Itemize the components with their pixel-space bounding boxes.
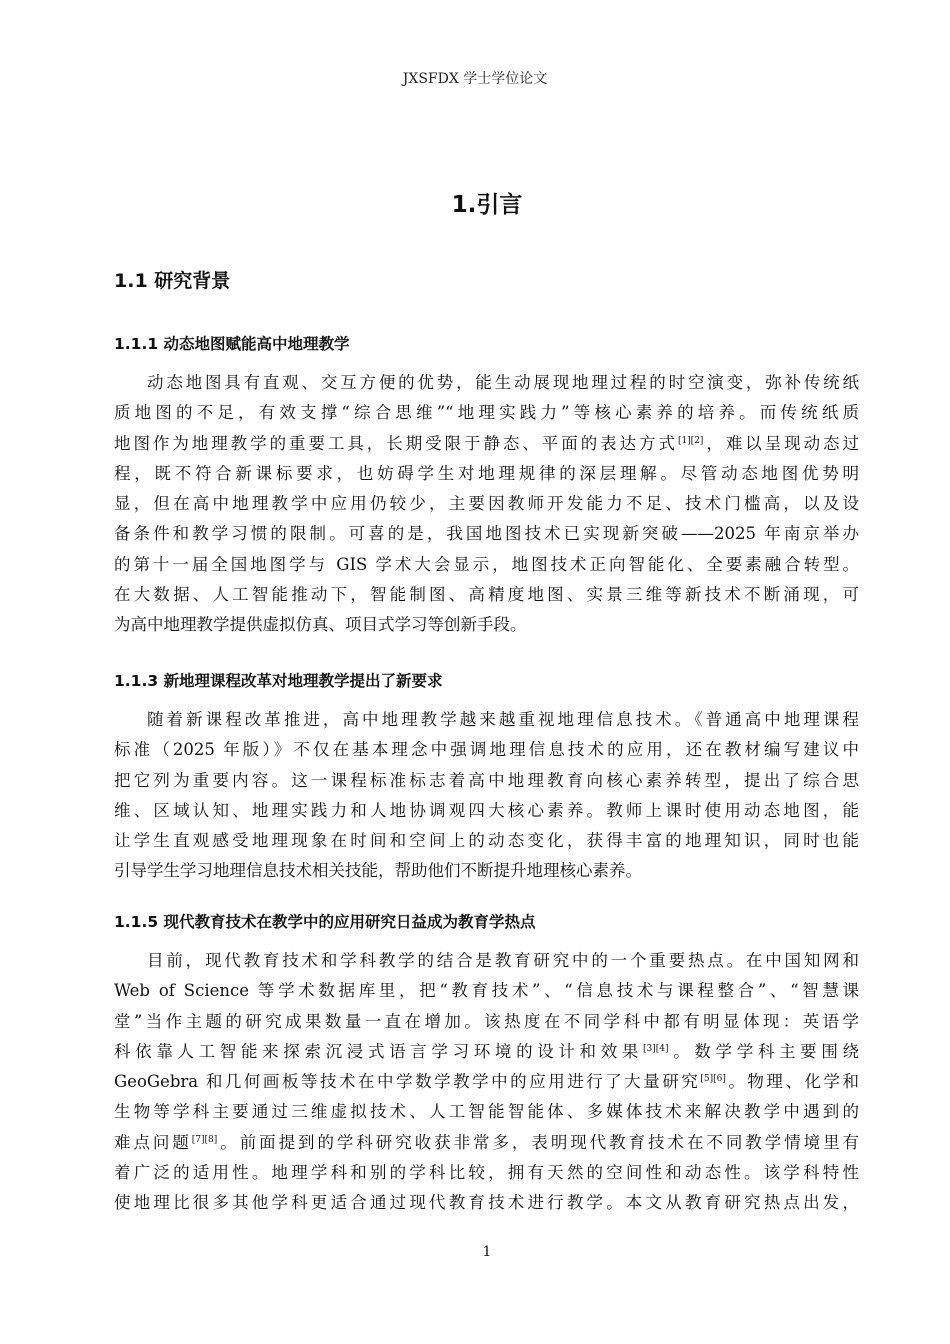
text-run: 科依靠人工智能来探索沉浸式语言学习环境的设计和效果 <box>114 1041 644 1061</box>
text-line <box>114 429 859 459</box>
text-line: 生物等学科主要通过三维虚拟技术、人工智能智能体、多媒体技术来解决教学中遇到的 <box>114 1102 859 1122</box>
citation: [5][6] <box>700 1074 726 1085</box>
text-line: 维、区域认知、地理实践力和人地协调观四大核心素养。教师上课时使用动态地图，能 <box>114 800 859 820</box>
text-line: 质地图的不足，有效支撑“综合思维”“地理实践力”等核心素养的培养。而传统纸质 <box>114 403 859 423</box>
text-line: 备条件和教学习惯的限制。可喜的是，我国地图技术已实现新突破——2025 年南京举办 <box>114 524 859 544</box>
text-line: 动态地图具有直观、交互方便的优势，能生动展现地理过程的时空演变，弥补传统纸 <box>147 373 859 392</box>
subsection-heading-1-1-1: 1.1.1 动态地图赋能高中地理教学 <box>114 335 350 353</box>
text-line: 显，但在高中地理教学中应用仍较少，主要因教师开发能力不足、技术门槛高，以及设 <box>114 494 859 514</box>
chapter-title: 1.引言 <box>451 192 523 218</box>
paragraph-1-1-3 <box>114 705 859 887</box>
paragraph-1-1-1 <box>114 368 859 641</box>
text-line: 为高中地理教学提供虚拟仿真、项目式学习等创新手段。 <box>114 615 527 635</box>
text-run: ，难以呈现动态过 <box>703 433 860 453</box>
subsection-heading-1-1-5: 1.1.5 现代教育技术在教学中的应用研究日益成为教育学热点 <box>114 913 536 931</box>
citation: [1][2] <box>677 435 704 446</box>
text-line: 让学生直观感受地理现象在时间和空间上的动态变化，获得丰富的地理知识，同时也能 <box>114 831 859 851</box>
subsection-heading-1-1-3: 1.1.3 新地理课程改革对地理教学提出了新要求 <box>114 672 443 690</box>
text-line: 标准（2025 年版）》不仅在基本理念中强调地理信息技术的应用，还在教材编写建议中 <box>114 740 859 760</box>
text-line: Web of Science 等学术数据库里，把“教育技术”、“信息技术与课程整合”、“智慧课 <box>114 981 859 1001</box>
text-line: 使地理比很多其他学科更适合通过现代教育技术进行教学。本文从教育研究热点出发， <box>114 1193 859 1213</box>
text-line: 程，既不符合新课标要求，也妨碍学生对地理规律的深层理解。尽管动态地图优势明 <box>114 463 859 483</box>
text-run: 地图作为地理教学的重要工具，长期受限于静态、平面的表达方式 <box>114 433 678 453</box>
text-line: 在大数据、人工智能推动下，智能制图、高精度地图、实景三维等新技术不断涌现，可 <box>114 585 859 605</box>
text-line: 随着新课程改革推进，高中地理教学越来越重视地理信息技术。《普通高中地理课程 <box>147 710 859 729</box>
text-run: 。物理、化学和 <box>725 1072 860 1092</box>
text-line: 的第十一届全国地图学与 GIS 学术大会显示，地图技术正向智能化、全要素融合转型。 <box>114 554 859 574</box>
text-line: 着广泛的适用性。地理学科和别的学科比较，拥有天然的空间性和动态性。该学科特性 <box>114 1163 859 1183</box>
text-run: 。数学学科主要围绕 <box>668 1041 860 1061</box>
section-heading-1-1: 1.1 研究背景 <box>114 270 231 292</box>
text-line <box>114 1037 859 1067</box>
text-line: 把它列为重要内容。这一课程标准标志着高中地理教育向核心素养转型，提出了综合思 <box>114 770 859 790</box>
text-line: 引导学生学习地理信息技术相关技能，帮助他们不断提升地理核心素养。 <box>114 861 642 881</box>
page-number: 1 <box>482 1244 492 1260</box>
text-run: 难点问题 <box>114 1132 192 1152</box>
citation: [3][4] <box>643 1043 669 1054</box>
citation: [7][8] <box>191 1134 218 1145</box>
text-line: 目前，现代教育技术和学科教学的结合是教育研究中的一个重要热点。在中国知网和 <box>147 951 859 970</box>
text-line <box>114 1128 859 1158</box>
running-head: JXSFDX 学士学位论文 <box>402 71 548 87</box>
text-line <box>114 1067 859 1097</box>
text-run: 。前面提到的学科研究收获非常多，表明现代教育技术在不同教学情境里有 <box>217 1132 860 1152</box>
text-line: 堂”当作主题的研究成果数量一直在增加。该热度在不同学科中都有明显体现：英语学 <box>114 1011 859 1031</box>
text-run: GeoGebra 和几何画板等技术在中学数学教学中的应用进行了大量研究 <box>114 1072 701 1092</box>
paragraph-1-1-5 <box>114 946 859 1219</box>
